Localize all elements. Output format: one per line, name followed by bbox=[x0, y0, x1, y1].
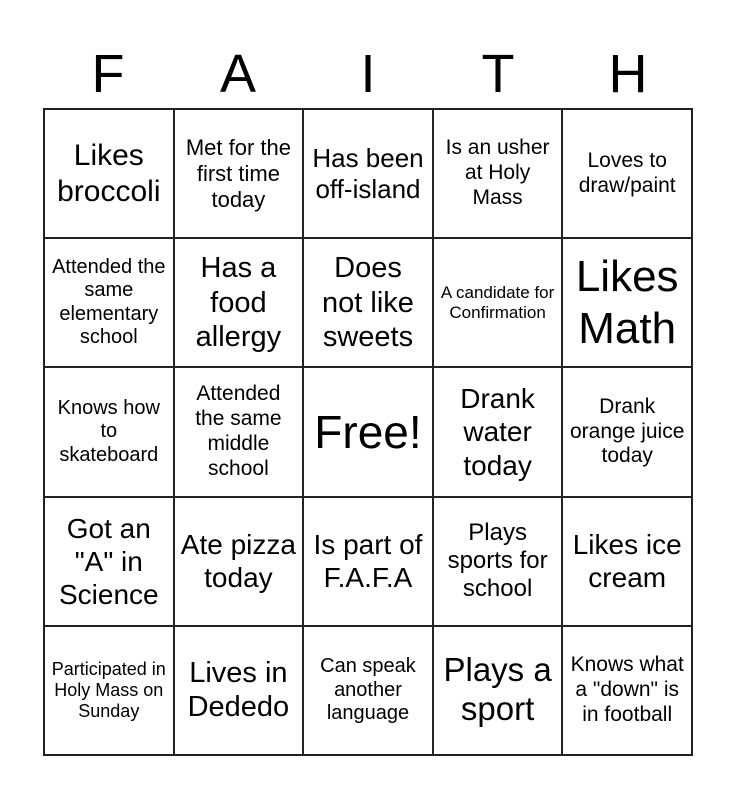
bingo-cell[interactable] bbox=[433, 497, 563, 626]
bingo-cell-text: Plays sports for school bbox=[447, 518, 548, 603]
bingo-cell-text: Ate pizza today bbox=[180, 529, 296, 594]
bingo-cell-text: Free! bbox=[314, 405, 422, 458]
bingo-cell-text: Attended the same middle school bbox=[195, 382, 282, 480]
bingo-cell[interactable] bbox=[562, 367, 692, 496]
bingo-cell-text: Knows what a "down" is in football bbox=[570, 653, 684, 726]
bingo-cell[interactable] bbox=[44, 367, 174, 496]
bingo-cell[interactable] bbox=[562, 626, 692, 755]
bingo-cell-text: Is part of F.A.F.A bbox=[313, 529, 423, 594]
bingo-cell[interactable] bbox=[433, 238, 563, 367]
bingo-cell[interactable] bbox=[174, 238, 304, 367]
bingo-cell[interactable] bbox=[433, 626, 563, 755]
bingo-cell[interactable] bbox=[303, 238, 433, 367]
bingo-cell[interactable] bbox=[562, 238, 692, 367]
bingo-cell-text: Has a food allergy bbox=[195, 252, 282, 353]
bingo-cell-text: Knows how to skateboard bbox=[57, 396, 160, 466]
bingo-header bbox=[43, 40, 693, 108]
bingo-cell[interactable] bbox=[44, 626, 174, 755]
bingo-cell-text: Drank water today bbox=[460, 383, 535, 481]
bingo-cell-text: Loves to draw/paint bbox=[578, 148, 676, 197]
bingo-cell-text: Likes ice cream bbox=[572, 529, 682, 594]
bingo-cell-text: Lives in Dededo bbox=[187, 657, 290, 724]
bingo-cell-text: Likes Math bbox=[575, 251, 679, 353]
bingo-cell[interactable] bbox=[303, 109, 433, 238]
bingo-cell[interactable] bbox=[303, 497, 433, 626]
bingo-cell[interactable] bbox=[174, 367, 304, 496]
bingo-cell-text: Likes broccoli bbox=[57, 139, 161, 208]
bingo-cell-text: Plays a sport bbox=[443, 651, 552, 728]
bingo-cell[interactable] bbox=[303, 367, 433, 496]
bingo-cell[interactable] bbox=[174, 109, 304, 238]
bingo-cell[interactable] bbox=[303, 626, 433, 755]
bingo-cell-text: A candidate for Confirmation bbox=[440, 282, 555, 322]
bingo-cell[interactable] bbox=[44, 497, 174, 626]
header-letter-h: H bbox=[608, 44, 648, 104]
bingo-cell-text: Attended the same elementary school bbox=[52, 255, 166, 349]
header-letter-f: F bbox=[91, 44, 125, 104]
bingo-cell[interactable] bbox=[44, 109, 174, 238]
bingo-cell-text: Participated in Holy Mass on Sunday bbox=[51, 658, 166, 721]
bingo-cell-text: Does not like sweets bbox=[322, 252, 414, 353]
bingo-board bbox=[43, 108, 693, 756]
bingo-cell-text: Has been off-island bbox=[312, 142, 424, 204]
bingo-cell[interactable] bbox=[174, 497, 304, 626]
header-letter-a: A bbox=[219, 44, 257, 104]
bingo-cell[interactable] bbox=[562, 109, 692, 238]
bingo-cell-text: Drank orange juice today bbox=[569, 394, 685, 468]
bingo-cell[interactable] bbox=[433, 367, 563, 496]
bingo-cell-text: Can speak another language bbox=[320, 655, 416, 725]
bingo-cell-text: Got an "A" in Science bbox=[58, 512, 159, 610]
bingo-cell[interactable] bbox=[433, 109, 563, 238]
bingo-cell[interactable] bbox=[44, 238, 174, 367]
header-letter-t: T bbox=[481, 44, 515, 104]
header-letter-i: I bbox=[360, 44, 376, 104]
bingo-cell-text: Met for the first time today bbox=[185, 134, 291, 212]
bingo-cell-text: Is an usher at Holy Mass bbox=[445, 136, 550, 209]
bingo-cell[interactable] bbox=[174, 626, 304, 755]
bingo-cell[interactable] bbox=[562, 497, 692, 626]
